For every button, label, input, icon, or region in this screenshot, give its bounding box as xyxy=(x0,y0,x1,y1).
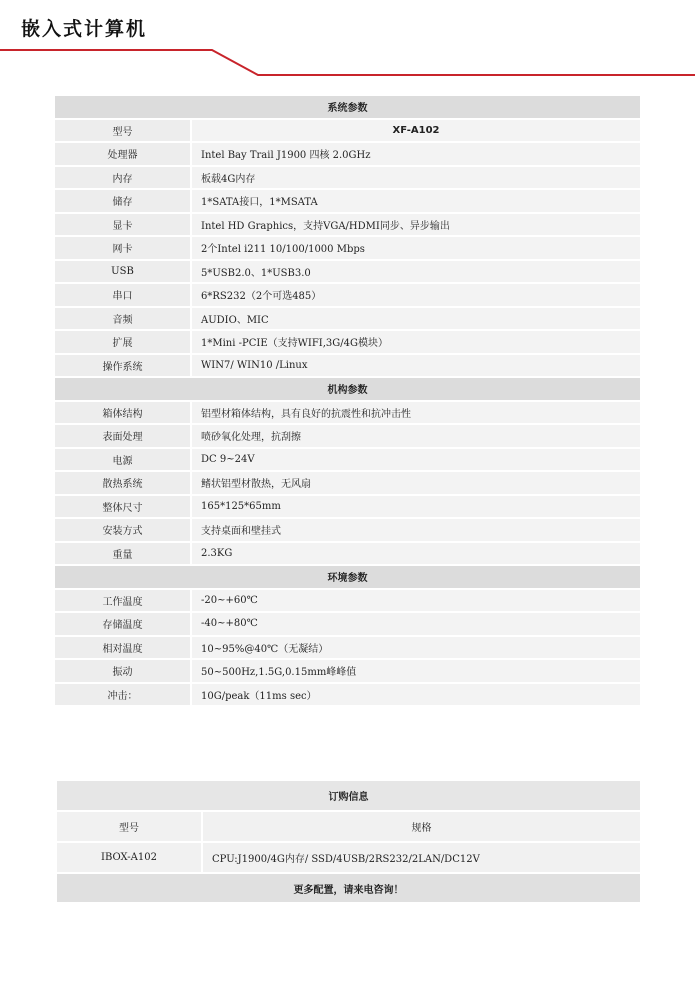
spec-row xyxy=(55,120,640,144)
order-table xyxy=(57,781,640,904)
spec-value: WIN7/ WIN10 /Linux xyxy=(192,355,640,379)
spec-key: 整体尺寸 xyxy=(55,496,192,520)
spec-key: 网卡 xyxy=(55,237,192,261)
spec-row xyxy=(55,308,640,332)
order-header-row xyxy=(57,812,640,843)
spec-value: DC 9~24V xyxy=(192,449,640,473)
order-title-row xyxy=(57,781,640,812)
spec-value: XF-A102 xyxy=(192,120,640,144)
order-title: 订购信息 xyxy=(57,781,640,812)
spec-key: 内存 xyxy=(55,167,192,191)
spec-row xyxy=(55,284,640,308)
spec-key: 型号 xyxy=(55,120,192,144)
spec-key: 箱体结构 xyxy=(55,402,192,426)
order-col-spec: 规格 xyxy=(203,812,640,843)
spec-key: 散热系统 xyxy=(55,472,192,496)
section-title: 系统参数 xyxy=(55,96,640,120)
order-footer-row xyxy=(57,874,640,904)
spec-row xyxy=(55,543,640,567)
spec-value: 支持桌面和壁挂式 xyxy=(192,519,640,543)
spec-value: 2.3KG xyxy=(192,543,640,567)
order-row xyxy=(57,843,640,874)
spec-row xyxy=(55,660,640,684)
spec-key: 电源 xyxy=(55,449,192,473)
spec-value: 板载4G内存 xyxy=(192,167,640,191)
spec-row xyxy=(55,331,640,355)
spec-value: 165*125*65mm xyxy=(192,496,640,520)
spec-row xyxy=(55,613,640,637)
spec-value: 1*Mini -PCIE（支持WIFI,3G/4G模块） xyxy=(192,331,640,355)
spec-row xyxy=(55,261,640,285)
spec-key: 处理器 xyxy=(55,143,192,167)
spec-value: 5*USB2.0、1*USB3.0 xyxy=(192,261,640,285)
spec-row xyxy=(55,190,640,214)
spec-value: 2个Intel i211 10/100/1000 Mbps xyxy=(192,237,640,261)
spec-row xyxy=(55,425,640,449)
spec-value: AUDIO、MIC xyxy=(192,308,640,332)
spec-row xyxy=(55,590,640,614)
section-header-row xyxy=(55,378,640,402)
spec-value: 喷砂氧化处理，抗刮擦 xyxy=(192,425,640,449)
order-col-model: 型号 xyxy=(57,812,203,843)
spec-row xyxy=(55,214,640,238)
order-spec: CPU:J1900/4G内存/ SSD/4USB/2RS232/2LAN/DC12V xyxy=(203,843,640,874)
spec-key: 储存 xyxy=(55,190,192,214)
spec-value: 鳍状铝型材散热，无风扇 xyxy=(192,472,640,496)
spec-value: 10G/peak（11ms sec） xyxy=(192,684,640,708)
spec-row xyxy=(55,637,640,661)
spec-value: 1*SATA接口，1*MSATA xyxy=(192,190,640,214)
spec-row xyxy=(55,472,640,496)
spec-value: 10~95%@40℃（无凝结） xyxy=(192,637,640,661)
spec-value: -20~+60℃ xyxy=(192,590,640,614)
spec-row xyxy=(55,496,640,520)
spec-key: 显卡 xyxy=(55,214,192,238)
spec-row xyxy=(55,684,640,708)
spec-row xyxy=(55,167,640,191)
spec-row xyxy=(55,519,640,543)
spec-key: 串口 xyxy=(55,284,192,308)
spec-key: 工作温度 xyxy=(55,590,192,614)
spec-key: 相对温度 xyxy=(55,637,192,661)
spec-key: 存储温度 xyxy=(55,613,192,637)
spec-value: Intel HD Graphics，支持VGA/HDMI同步、异步输出 xyxy=(192,214,640,238)
section-header-row xyxy=(55,566,640,590)
spec-key: 冲击： xyxy=(55,684,192,708)
section-header-row xyxy=(55,96,640,120)
spec-table xyxy=(55,96,640,707)
section-title: 环境参数 xyxy=(55,566,640,590)
section-title: 机构参数 xyxy=(55,378,640,402)
spec-key: 音频 xyxy=(55,308,192,332)
spec-value: 铝型材箱体结构，具有良好的抗震性和抗冲击性 xyxy=(192,402,640,426)
order-footer: 更多配置，请来电咨询！ xyxy=(57,874,640,904)
spec-row xyxy=(55,143,640,167)
spec-row xyxy=(55,402,640,426)
spec-value: 50~500Hz,1.5G,0.15mm峰峰值 xyxy=(192,660,640,684)
spec-key: 重量 xyxy=(55,543,192,567)
page-title: 嵌入式计算机 xyxy=(21,18,148,40)
spec-value: Intel Bay Trail J1900 四核 2.0GHz xyxy=(192,143,640,167)
spec-row xyxy=(55,237,640,261)
spec-key: USB xyxy=(55,261,192,285)
spec-value: 6*RS232（2个可选485） xyxy=(192,284,640,308)
spec-key: 表面处理 xyxy=(55,425,192,449)
header-divider xyxy=(0,44,695,84)
spec-key: 操作系统 xyxy=(55,355,192,379)
spec-key: 扩展 xyxy=(55,331,192,355)
spec-key: 安装方式 xyxy=(55,519,192,543)
spec-row xyxy=(55,355,640,379)
spec-value: -40~+80℃ xyxy=(192,613,640,637)
spec-row xyxy=(55,449,640,473)
order-model: IBOX-A102 xyxy=(57,843,203,874)
spec-key: 振动 xyxy=(55,660,192,684)
